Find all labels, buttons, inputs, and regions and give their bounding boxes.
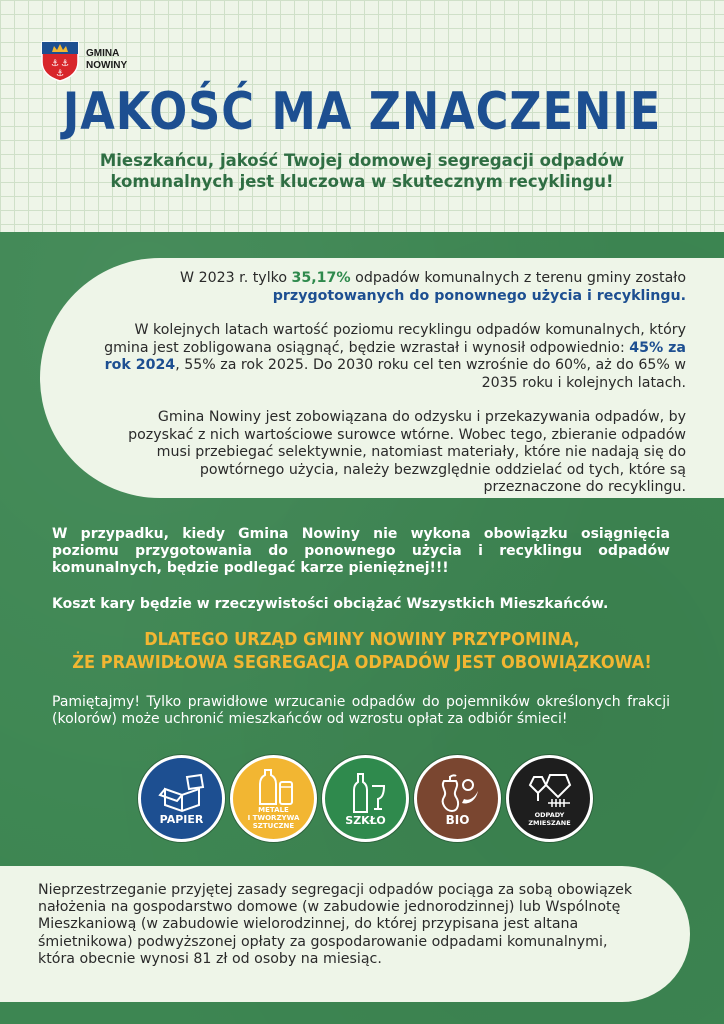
logo-line-1: GMINA xyxy=(86,48,120,59)
page-title: JAKOŚĆ MA ZNACZENIE xyxy=(62,82,662,142)
info-paragraph-2 xyxy=(100,322,686,392)
bin-papier xyxy=(138,755,225,842)
page-subtitle: Mieszkańcu, jakość Twojej domowej segregacji odpadów komunalnych jest kluczowa w skutecznym recyklingu! xyxy=(99,151,625,191)
logo-text xyxy=(86,48,127,72)
bin-bio-label: BIO xyxy=(445,812,470,827)
penalty-warning xyxy=(52,526,670,577)
bin-metale-line-3: SZTUCZNE xyxy=(252,821,295,830)
bin-metale-label xyxy=(248,806,300,830)
bottle-can-icon xyxy=(251,768,297,806)
waste-bins xyxy=(138,755,593,845)
glass-bottle-icon xyxy=(344,772,388,814)
fee-note: Nieprzestrzeganie przyjętej zasady segregacji odpadów pociąga za sobą obowiązek nałożenia na gospodarstwo domowe (w zabudowie jednorodzinnej) lub Wspólnotę Mieszkaniową (w zabudowie wielorodzinnej, do której przypisana jest altana śmietnikowa) podwyższonej opłaty za gospodarowanie odpadami komunalnymi, która obecnie wynosi 81 zł od osoby na miesiąc. xyxy=(0,866,690,1002)
bin-metale-line-1: METALE xyxy=(258,805,289,814)
bin-mixed-label xyxy=(528,811,570,827)
bin-metale xyxy=(230,755,317,842)
reminder-heading xyxy=(36,628,688,674)
info-paragraph-1 xyxy=(100,270,686,305)
info-panel xyxy=(40,258,724,498)
coat-of-arms-icon xyxy=(40,38,80,82)
header xyxy=(0,0,724,232)
bin-szklo xyxy=(322,755,409,842)
reminder-line-2: ŻE PRAWIDŁOWA SEGREGACJA ODPADÓW JEST OBOWIĄZKOWA! xyxy=(72,652,652,673)
info-p2-post: , 55% za rok 2025. Do 2030 roku cel ten wzrośnie do 60%, aż do 65% w 2035 roku i kolejnych latach. xyxy=(175,357,686,391)
svg-text:⚓: ⚓ xyxy=(61,59,70,69)
logo-line-2: NOWINY xyxy=(86,60,128,71)
bin-mixed-line-1: ODPADY xyxy=(534,810,565,819)
info-p1-mid: odpadów komunalnych z terenu gminy zostało xyxy=(350,270,686,286)
info-p2-pre: W kolejnych latach wartość poziomu recyklingu odpadów komunalnych, który gmina jest zobligowana osiągnąć, będzie wzrastał i wynosił odpowiednio: xyxy=(104,322,686,356)
bin-bio xyxy=(414,755,501,842)
info-p1-pre: W 2023 r. tylko xyxy=(180,270,292,286)
info-p1-percent: 35,17% xyxy=(291,270,351,286)
bin-papier-label: PAPIER xyxy=(159,812,204,826)
reminder-line-1: DLATEGO URZĄD GMINY NOWINY PRZYPOMINA, xyxy=(144,629,580,650)
penalty-warning-line-2: komunalnych, będzie podlegać karze pieniężnej!!! xyxy=(52,560,449,576)
penalty-cost: Koszt kary będzie w rzeczywistości obciążać Wszystkich Mieszkańców. xyxy=(52,596,609,612)
penalty-warning-line-1: W przypadku, kiedy Gmina Nowiny nie wykona obowiązku osiągnięcia poziomu przygotowania do ponownego użycia i recyklingu odpadów xyxy=(52,526,670,559)
svg-text:⚓: ⚓ xyxy=(56,69,65,79)
info-p1-highlight: przygotowanych do ponownego użycia i recyklingu. xyxy=(272,287,686,304)
svg-text:⚓: ⚓ xyxy=(51,59,60,69)
bin-metale-line-2: I TWORZYWA xyxy=(247,813,300,822)
info-paragraph-3: Gmina Nowiny jest zobowiązana do odzysku i przekazywania odpadów, by pozyskać z nich wartościowe surowce wtórne. Wobec tego, zbieranie odpadów musi przebiegać selektywnie, natomiast materiały, które nie nadają się do powtórnego użycia, należy bezwzględnie oddzielać od tych, które są przeznaczone do recyklingu. xyxy=(128,409,686,495)
mixed-waste-icon xyxy=(526,771,574,811)
bin-mixed-line-2: ZMIESZANE xyxy=(528,818,571,827)
gmina-logo xyxy=(40,38,127,82)
info-p2-highlight: 45% za rok 2024 xyxy=(104,339,686,373)
bin-szklo-label: SZKŁO xyxy=(345,813,386,827)
remember-text: Pamiętajmy! Tylko prawidłowe wrzucanie odpadów do pojemników określonych frakcji (kolorów) może uchronić mieszkańców od wzrostu opłat za odbiór śmieci! xyxy=(52,694,670,727)
apple-core-icon xyxy=(434,773,482,815)
paper-box-icon xyxy=(157,773,207,813)
bin-mixed xyxy=(506,755,593,842)
